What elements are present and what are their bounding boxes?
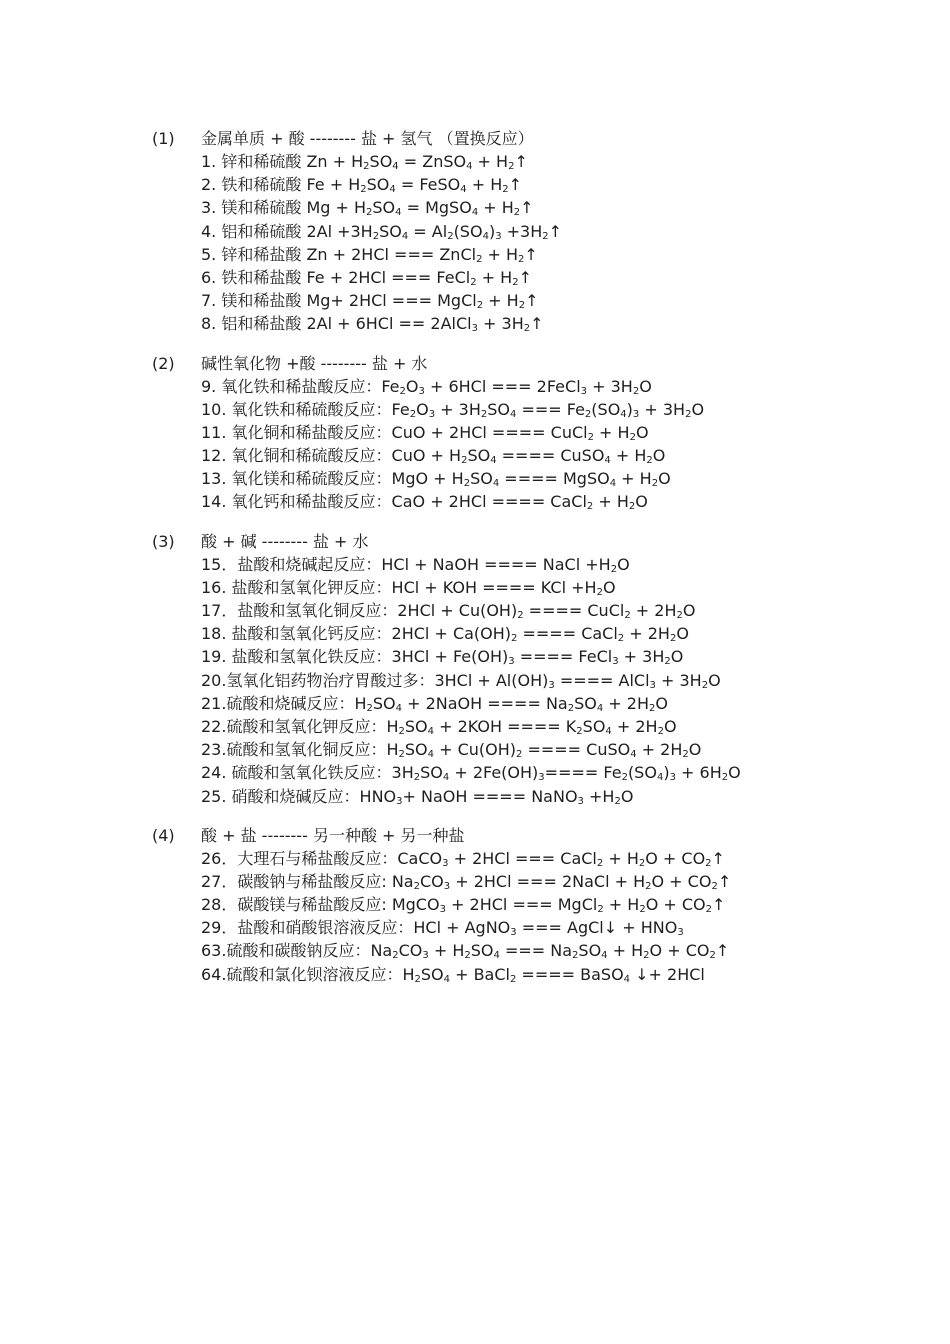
equation-items <box>152 375 912 514</box>
equation-line: 29．盐酸和硝酸银溶液反应：HCl + AgNO$_3$ === AgCl↓ + $HNO_3$ <box>201 918 684 939</box>
reaction-section <box>152 530 912 808</box>
equation-line: 11. 氧化铜和稀盐酸反应：CuO + 2HCl ==== CuCl$_2$ + $H_2O$ <box>201 422 649 443</box>
equation-line: 3. 镁和稀硫酸 $Mg + H_2SO_4$ = MgSO$_4$ + $H_2↑$ <box>201 198 534 219</box>
equation-line: 22.硫酸和氢氧化钾反应：$H_2SO_4 + 2KOH$ ==== $K_2SO_4 + 2H_2O$ <box>201 716 677 737</box>
equation-line: 28．碳酸镁与稀盐酸反应: MgCO$_3$ + 2HCl === MgCl$_2$ + $H_2O$ + $CO_2↑$ <box>201 895 726 916</box>
equation-items <box>152 553 912 808</box>
section-title: 碱性氧化物 +酸 -------- 盐 + 水 <box>201 353 428 373</box>
equation-line: 2. 铁和稀硫酸 $Fe + H_2SO_4$ = FeSO$_4$ + $H_2↑$ <box>201 175 522 196</box>
reaction-section <box>152 824 912 986</box>
section-title: 酸 + 盐 -------- 另一种酸 + 另一种盐 <box>201 825 465 845</box>
equation-line: 24. 硫酸和氢氧化铁反应：$3H_2SO_4 + 2Fe(OH)_3==== Fe_2(SO_4)_3 + 6H_2O$ <box>201 763 741 784</box>
equation-line: 1. 锌和稀硫酸 $Zn + H_2SO_4$ = ZnSO$_4$ + $H_2↑$ <box>201 152 528 172</box>
equation-line: 64.硫酸和氯化钡溶液反应：$H_2SO_4$ + BaCl$_2$ ==== BaSO$_4$ ↓+ 2HCl <box>201 964 705 985</box>
section-number: (3) <box>152 531 175 551</box>
equation-line: 19. 盐酸和氢氧化铁反应：$3HCl + Fe(OH)_3$ ==== FeCl$_3$ + $3H_2O$ <box>201 647 684 668</box>
equation-line: 5. 锌和稀盐酸 Zn + 2HCl === ZnCl$_2$ + $H_2↑$ <box>201 244 538 265</box>
equation-line: 17．盐酸和氢氧化铜反应：$2HCl + Cu(OH)_2$ ==== CuCl$_2$ + $2H_2O$ <box>201 601 696 621</box>
equation-line: 20.氢氧化铝药物治疗胃酸过多：$3HCl + Al(OH)_3$ ==== AlCl$_3$ + $3H_2O$ <box>201 670 721 691</box>
equation-line: 10. 氧化铁和稀硫酸反应：$Fe_2O_3 + 3H_2SO_4$ === $Fe_2(SO_4)_3 + 3H_2O$ <box>201 399 705 420</box>
section-number: (1) <box>152 129 175 148</box>
equation-line: 7. 镁和稀盐酸 Mg+ 2HCl === MgCl$_2$ + $H_2↑$ <box>201 291 539 312</box>
equation-line: 23.硫酸和氢氧化铜反应：$H_2SO_4 + Cu(OH)_2$ ==== CuSO$_4$ + $2H_2O$ <box>201 740 702 761</box>
equation-line: 26．大理石与稀盐酸反应：CaCO$_3$ + 2HCl === CaCl$_2$ + $H_2O$ + $CO_2↑$ <box>201 848 725 869</box>
equation-line: 4. 铝和稀硫酸 $2Al +3H_2SO_4 = Al_2(SO_4)_3$ $+3H_2↑$ <box>201 221 563 242</box>
reaction-section <box>152 127 912 336</box>
equation-line: 13. 氧化镁和稀硫酸反应：MgO + $H_2SO_4$ ==== MgSO$_4$ + $H_2O$ <box>201 469 671 490</box>
equation-line: 16. 盐酸和氢氧化钾反应：HCl + KOH ==== KCl $+H_2O$ <box>201 577 616 598</box>
equation-line: 8. 铝和稀盐酸 2Al + 6HCl == 2AlCl$_3$ + $3H_2↑$ <box>201 314 544 335</box>
equation-items <box>152 847 912 986</box>
section-number: (2) <box>152 353 175 373</box>
equation-line: 12. 氧化铜和稀硫酸反应：CuO + $H_2SO_4$ ==== CuSO$_4$ + $H_2O$ <box>201 446 666 467</box>
equation-items <box>152 150 912 336</box>
equation-line: 14. 氧化钙和稀盐酸反应：CaO + 2HCl ==== CaCl$_2$ + $H_2O$ <box>201 492 648 513</box>
section-heading <box>152 824 912 847</box>
section-heading <box>152 530 912 553</box>
equation-line: 63.硫酸和碳酸钠反应：$Na_2CO_3 + H_2SO_4$ === $Na_2SO_4 + H_2O$ + $CO_2↑$ <box>201 941 730 962</box>
section-heading <box>152 127 912 150</box>
reaction-section <box>152 352 912 514</box>
section-title: 酸 + 碱 -------- 盐 + 水 <box>201 531 369 551</box>
equation-list <box>152 127 912 1002</box>
equation-line: 15．盐酸和烧碱起反应：HCl + NaOH ==== NaCl $+H_2O$ <box>201 554 630 575</box>
equation-line: 25. 硝酸和烧碱反应：$HNO_3+$ NaOH ==== NaNO$_3$ $+H_2O$ <box>201 786 634 807</box>
section-heading <box>152 352 912 375</box>
equation-line: 6. 铁和稀盐酸 Fe + 2HCl === FeCl$_2$ + $H_2↑$ <box>201 267 532 288</box>
equation-line: 18. 盐酸和氢氧化钙反应：$2HCl + Ca(OH)_2$ ==== CaCl$_2$ + $2H_2O$ <box>201 624 689 645</box>
equation-line: 21.硫酸和烧碱反应：$H_2SO_4$ + 2NaOH ==== $Na_2SO_4 + 2H_2O$ <box>201 693 668 714</box>
section-number: (4) <box>152 825 175 845</box>
section-title: 金属单质 + 酸 -------- 盐 + 氢气 （置换反应） <box>201 129 534 148</box>
equation-line: 27．碳酸钠与稀盐酸反应: $Na_2CO_3 + 2HCl$ === 2NaCl + $H_2O$ + $CO_2↑$ <box>201 871 732 892</box>
equation-line: 9. 氧化铁和稀盐酸反应：$Fe_2O_3 + 6HCl$ === 2FeCl$_3$ + $3H_2O$ <box>201 376 652 397</box>
